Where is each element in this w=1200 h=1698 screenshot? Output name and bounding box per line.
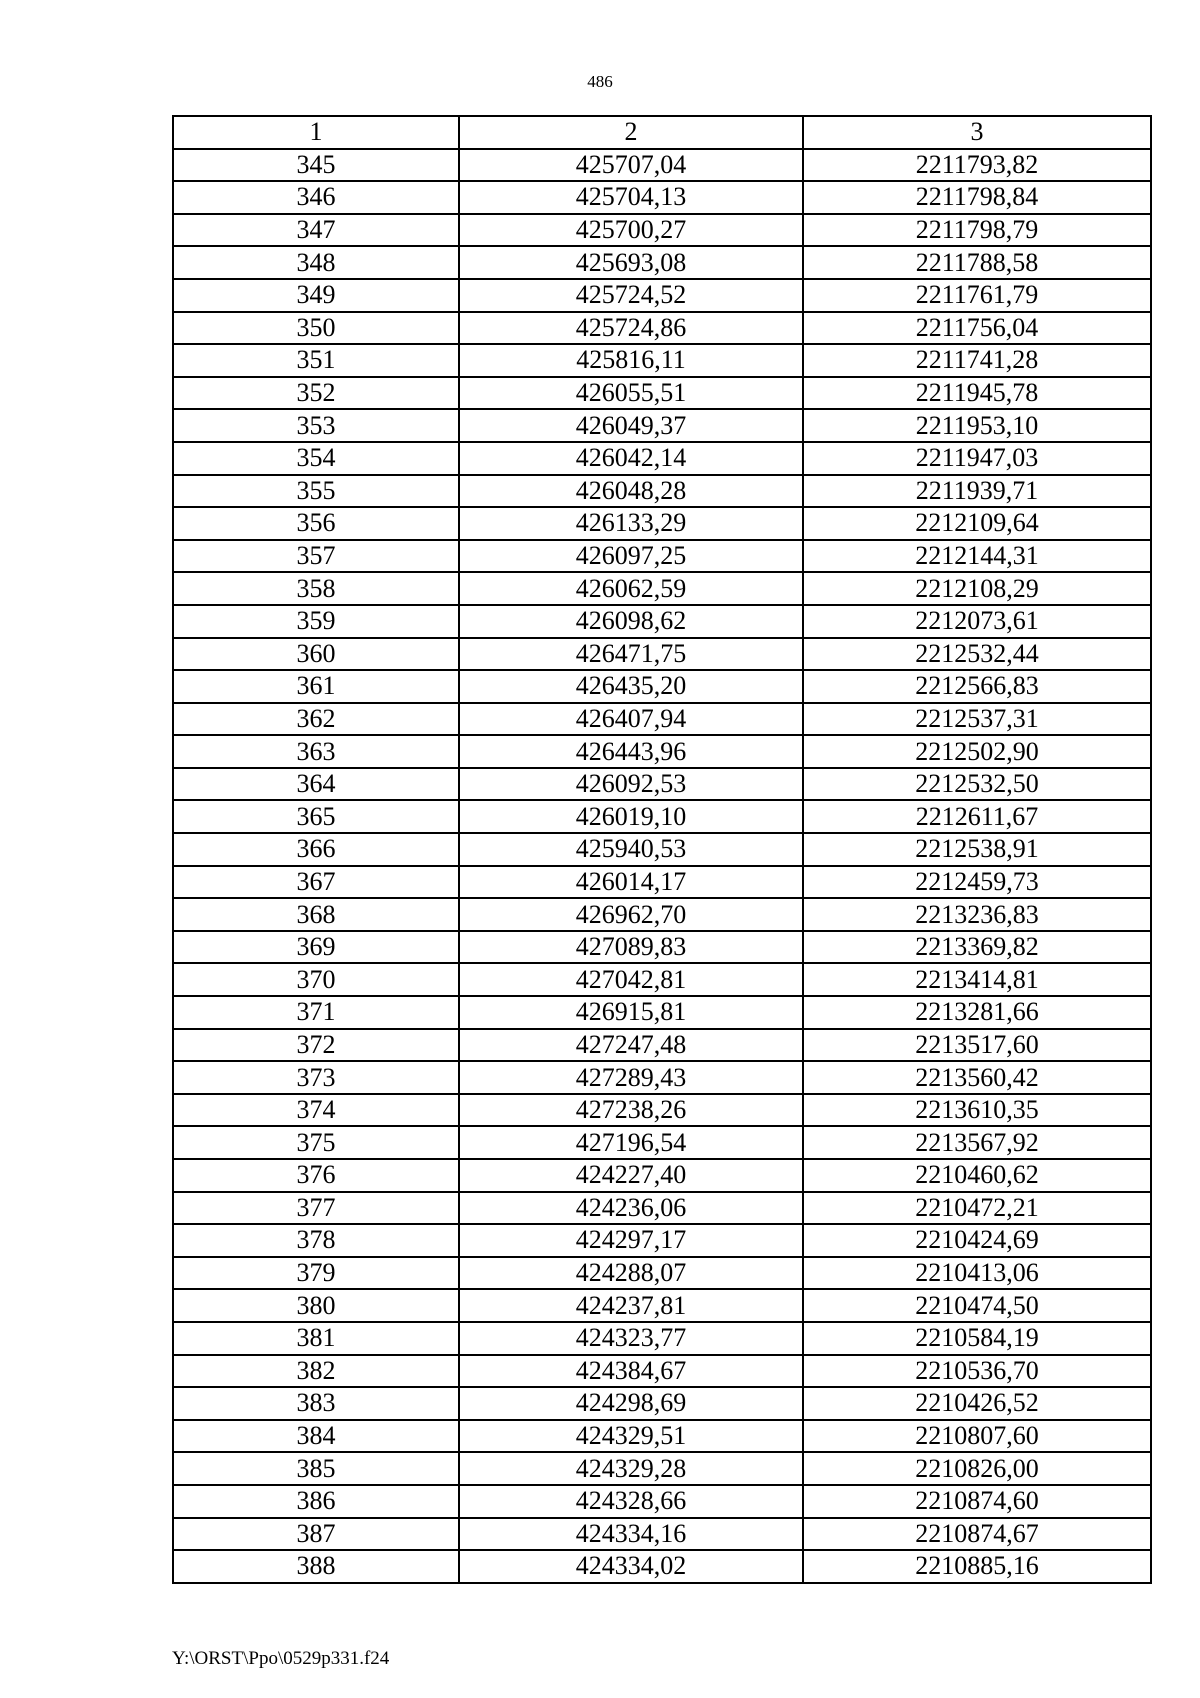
table-cell-col-2: 426048,28 [459, 475, 803, 508]
table-row [173, 572, 1151, 605]
table-row [173, 1159, 1151, 1192]
table-row [173, 638, 1151, 671]
table-cell-col-2: 424237,81 [459, 1289, 803, 1322]
table-row [173, 1126, 1151, 1159]
table-cell-col-3: 2213567,92 [803, 1126, 1151, 1159]
table-cell-col-1: 349 [173, 279, 459, 312]
table-cell-col-1: 351 [173, 344, 459, 377]
table-row [173, 1029, 1151, 1062]
table-cell-col-2: 425700,27 [459, 214, 803, 247]
table-row [173, 279, 1151, 312]
table-row [173, 1387, 1151, 1420]
table-cell-col-2: 427042,81 [459, 963, 803, 996]
table-cell-col-3: 2210885,16 [803, 1550, 1151, 1583]
table-cell-col-3: 2211756,04 [803, 312, 1151, 345]
coordinates-table [172, 115, 1152, 1584]
table-cell-col-3: 2210874,67 [803, 1518, 1151, 1551]
table-cell-col-1: 366 [173, 833, 459, 866]
table-cell-col-2: 425940,53 [459, 833, 803, 866]
table-body [173, 149, 1151, 1583]
table-cell-col-3: 2213281,66 [803, 996, 1151, 1029]
table-row [173, 1192, 1151, 1225]
table-row [173, 149, 1151, 182]
table-row [173, 344, 1151, 377]
table-cell-col-1: 378 [173, 1224, 459, 1257]
table-row [173, 768, 1151, 801]
table-cell-col-3: 2211741,28 [803, 344, 1151, 377]
table-cell-col-3: 2211798,79 [803, 214, 1151, 247]
table-cell-col-3: 2212073,61 [803, 605, 1151, 638]
table-cell-col-1: 379 [173, 1257, 459, 1290]
table-row [173, 1452, 1151, 1485]
table-cell-col-2: 424323,77 [459, 1322, 803, 1355]
table-cell-col-2: 426097,25 [459, 540, 803, 573]
table-cell-col-1: 374 [173, 1094, 459, 1127]
table-cell-col-2: 424329,28 [459, 1452, 803, 1485]
table-cell-col-2: 425704,13 [459, 181, 803, 214]
table-row [173, 475, 1151, 508]
table-cell-col-1: 388 [173, 1550, 459, 1583]
table-row [173, 703, 1151, 736]
table-cell-col-2: 426092,53 [459, 768, 803, 801]
table-cell-col-3: 2210426,52 [803, 1387, 1151, 1420]
table-cell-col-1: 386 [173, 1485, 459, 1518]
table-cell-col-3: 2211945,78 [803, 377, 1151, 410]
table-row [173, 605, 1151, 638]
table-cell-col-3: 2212537,31 [803, 703, 1151, 736]
table-cell-col-1: 373 [173, 1061, 459, 1094]
table-cell-col-1: 346 [173, 181, 459, 214]
table-row [173, 670, 1151, 703]
table-cell-col-2: 424334,16 [459, 1518, 803, 1551]
table-cell-col-3: 2212109,64 [803, 507, 1151, 540]
table-row [173, 1355, 1151, 1388]
table-cell-col-1: 371 [173, 996, 459, 1029]
table-cell-col-1: 365 [173, 800, 459, 833]
table-cell-col-1: 362 [173, 703, 459, 736]
table-cell-col-3: 2210874,60 [803, 1485, 1151, 1518]
table-row [173, 246, 1151, 279]
table-row [173, 833, 1151, 866]
table-row [173, 1224, 1151, 1257]
table-row [173, 1322, 1151, 1355]
table-cell-col-3: 2210424,69 [803, 1224, 1151, 1257]
table-cell-col-2: 424298,69 [459, 1387, 803, 1420]
table-cell-col-1: 367 [173, 866, 459, 899]
table-cell-col-2: 426435,20 [459, 670, 803, 703]
table-cell-col-3: 2211947,03 [803, 442, 1151, 475]
table-cell-col-2: 424334,02 [459, 1550, 803, 1583]
header-cell-3: 3 [803, 116, 1151, 149]
table-cell-col-2: 427289,43 [459, 1061, 803, 1094]
table-cell-col-3: 2210413,06 [803, 1257, 1151, 1290]
table-row [173, 181, 1151, 214]
table-cell-col-3: 2212538,91 [803, 833, 1151, 866]
table-cell-col-3: 2211953,10 [803, 409, 1151, 442]
table-cell-col-2: 424328,66 [459, 1485, 803, 1518]
table-cell-col-3: 2210584,19 [803, 1322, 1151, 1355]
table-cell-col-1: 357 [173, 540, 459, 573]
table-cell-col-2: 426062,59 [459, 572, 803, 605]
table-cell-col-1: 352 [173, 377, 459, 410]
table-row [173, 1550, 1151, 1583]
table-cell-col-3: 2213369,82 [803, 931, 1151, 964]
table-cell-col-2: 427196,54 [459, 1126, 803, 1159]
table-cell-col-3: 2212459,73 [803, 866, 1151, 899]
table-cell-col-1: 350 [173, 312, 459, 345]
table-cell-col-1: 354 [173, 442, 459, 475]
table-cell-col-1: 380 [173, 1289, 459, 1322]
table-cell-col-2: 426098,62 [459, 605, 803, 638]
table-cell-col-2: 426443,96 [459, 735, 803, 768]
table-cell-col-2: 426049,37 [459, 409, 803, 442]
table-cell-col-3: 2210472,21 [803, 1192, 1151, 1225]
table-cell-col-1: 364 [173, 768, 459, 801]
table-cell-col-1: 356 [173, 507, 459, 540]
table-cell-col-2: 424297,17 [459, 1224, 803, 1257]
table-row [173, 1061, 1151, 1094]
table-cell-col-1: 384 [173, 1420, 459, 1453]
table-cell-col-2: 425724,52 [459, 279, 803, 312]
table-cell-col-2: 424384,67 [459, 1355, 803, 1388]
table-cell-col-3: 2210807,60 [803, 1420, 1151, 1453]
table-row [173, 540, 1151, 573]
table-cell-col-2: 424227,40 [459, 1159, 803, 1192]
table-cell-col-1: 370 [173, 963, 459, 996]
table-row [173, 898, 1151, 931]
table-cell-col-2: 424288,07 [459, 1257, 803, 1290]
header-cell-1: 1 [173, 116, 459, 149]
table-cell-col-1: 355 [173, 475, 459, 508]
table-cell-col-3: 2212502,90 [803, 735, 1151, 768]
table-row [173, 442, 1151, 475]
table-cell-col-1: 368 [173, 898, 459, 931]
table-cell-col-1: 385 [173, 1452, 459, 1485]
table-cell-col-1: 375 [173, 1126, 459, 1159]
table-cell-col-3: 2211939,71 [803, 475, 1151, 508]
table-cell-col-3: 2212532,50 [803, 768, 1151, 801]
table-cell-col-2: 426055,51 [459, 377, 803, 410]
table-cell-col-1: 361 [173, 670, 459, 703]
table-cell-col-1: 377 [173, 1192, 459, 1225]
table-row [173, 800, 1151, 833]
table-row [173, 1518, 1151, 1551]
table-cell-col-1: 372 [173, 1029, 459, 1062]
table-row [173, 1257, 1151, 1290]
table-cell-col-1: 347 [173, 214, 459, 247]
table-cell-col-1: 358 [173, 572, 459, 605]
table-cell-col-3: 2210460,62 [803, 1159, 1151, 1192]
table-cell-col-3: 2210474,50 [803, 1289, 1151, 1322]
table-cell-col-3: 2210536,70 [803, 1355, 1151, 1388]
table-row [173, 377, 1151, 410]
table-cell-col-3: 2212532,44 [803, 638, 1151, 671]
table-cell-col-1: 345 [173, 149, 459, 182]
table-cell-col-2: 425693,08 [459, 246, 803, 279]
table-row [173, 735, 1151, 768]
table-row [173, 1485, 1151, 1518]
table-cell-col-1: 376 [173, 1159, 459, 1192]
table-cell-col-2: 426407,94 [459, 703, 803, 736]
table-cell-col-3: 2213610,35 [803, 1094, 1151, 1127]
table-cell-col-2: 426471,75 [459, 638, 803, 671]
table-cell-col-2: 426019,10 [459, 800, 803, 833]
table-cell-col-3: 2211788,58 [803, 246, 1151, 279]
table-cell-col-2: 424329,51 [459, 1420, 803, 1453]
table-cell-col-2: 426014,17 [459, 866, 803, 899]
table-cell-col-1: 359 [173, 605, 459, 638]
table-cell-col-2: 427247,48 [459, 1029, 803, 1062]
table-row [173, 1289, 1151, 1322]
table-cell-col-3: 2211793,82 [803, 149, 1151, 182]
table-cell-col-3: 2213414,81 [803, 963, 1151, 996]
table-cell-col-1: 382 [173, 1355, 459, 1388]
table-row [173, 996, 1151, 1029]
table-row [173, 866, 1151, 899]
table-cell-col-2: 427089,83 [459, 931, 803, 964]
header-row [173, 116, 1151, 149]
table-row [173, 963, 1151, 996]
table-cell-col-2: 425707,04 [459, 149, 803, 182]
table-cell-col-3: 2212611,67 [803, 800, 1151, 833]
table-row [173, 1420, 1151, 1453]
table-cell-col-2: 424236,06 [459, 1192, 803, 1225]
page-number: 486 [587, 72, 613, 91]
table-row [173, 409, 1151, 442]
table-row [173, 931, 1151, 964]
table-row [173, 312, 1151, 345]
table-cell-col-3: 2212144,31 [803, 540, 1151, 573]
table-cell-col-1: 383 [173, 1387, 459, 1420]
table-cell-col-1: 381 [173, 1322, 459, 1355]
table-cell-col-3: 2211761,79 [803, 279, 1151, 312]
table-cell-col-3: 2211798,84 [803, 181, 1151, 214]
table-header [173, 116, 1151, 149]
table-cell-col-3: 2213236,83 [803, 898, 1151, 931]
table-cell-col-1: 387 [173, 1518, 459, 1551]
table-cell-col-3: 2212108,29 [803, 572, 1151, 605]
table-cell-col-3: 2210826,00 [803, 1452, 1151, 1485]
table-cell-col-1: 363 [173, 735, 459, 768]
table-cell-col-1: 353 [173, 409, 459, 442]
table-row [173, 214, 1151, 247]
table-cell-col-1: 369 [173, 931, 459, 964]
table-cell-col-2: 425724,86 [459, 312, 803, 345]
table-cell-col-3: 2212566,83 [803, 670, 1151, 703]
table-cell-col-3: 2213560,42 [803, 1061, 1151, 1094]
table-cell-col-1: 348 [173, 246, 459, 279]
table-cell-col-2: 426915,81 [459, 996, 803, 1029]
table-row [173, 507, 1151, 540]
header-cell-2: 2 [459, 116, 803, 149]
table-cell-col-3: 2213517,60 [803, 1029, 1151, 1062]
table-row [173, 1094, 1151, 1127]
table-cell-col-2: 426962,70 [459, 898, 803, 931]
table-cell-col-2: 427238,26 [459, 1094, 803, 1127]
footer-file-path: Y:\ORST\Ppo\0529p331.f24 [172, 1648, 390, 1669]
table-cell-col-2: 426042,14 [459, 442, 803, 475]
table-cell-col-2: 426133,29 [459, 507, 803, 540]
table-cell-col-1: 360 [173, 638, 459, 671]
table-cell-col-2: 425816,11 [459, 344, 803, 377]
